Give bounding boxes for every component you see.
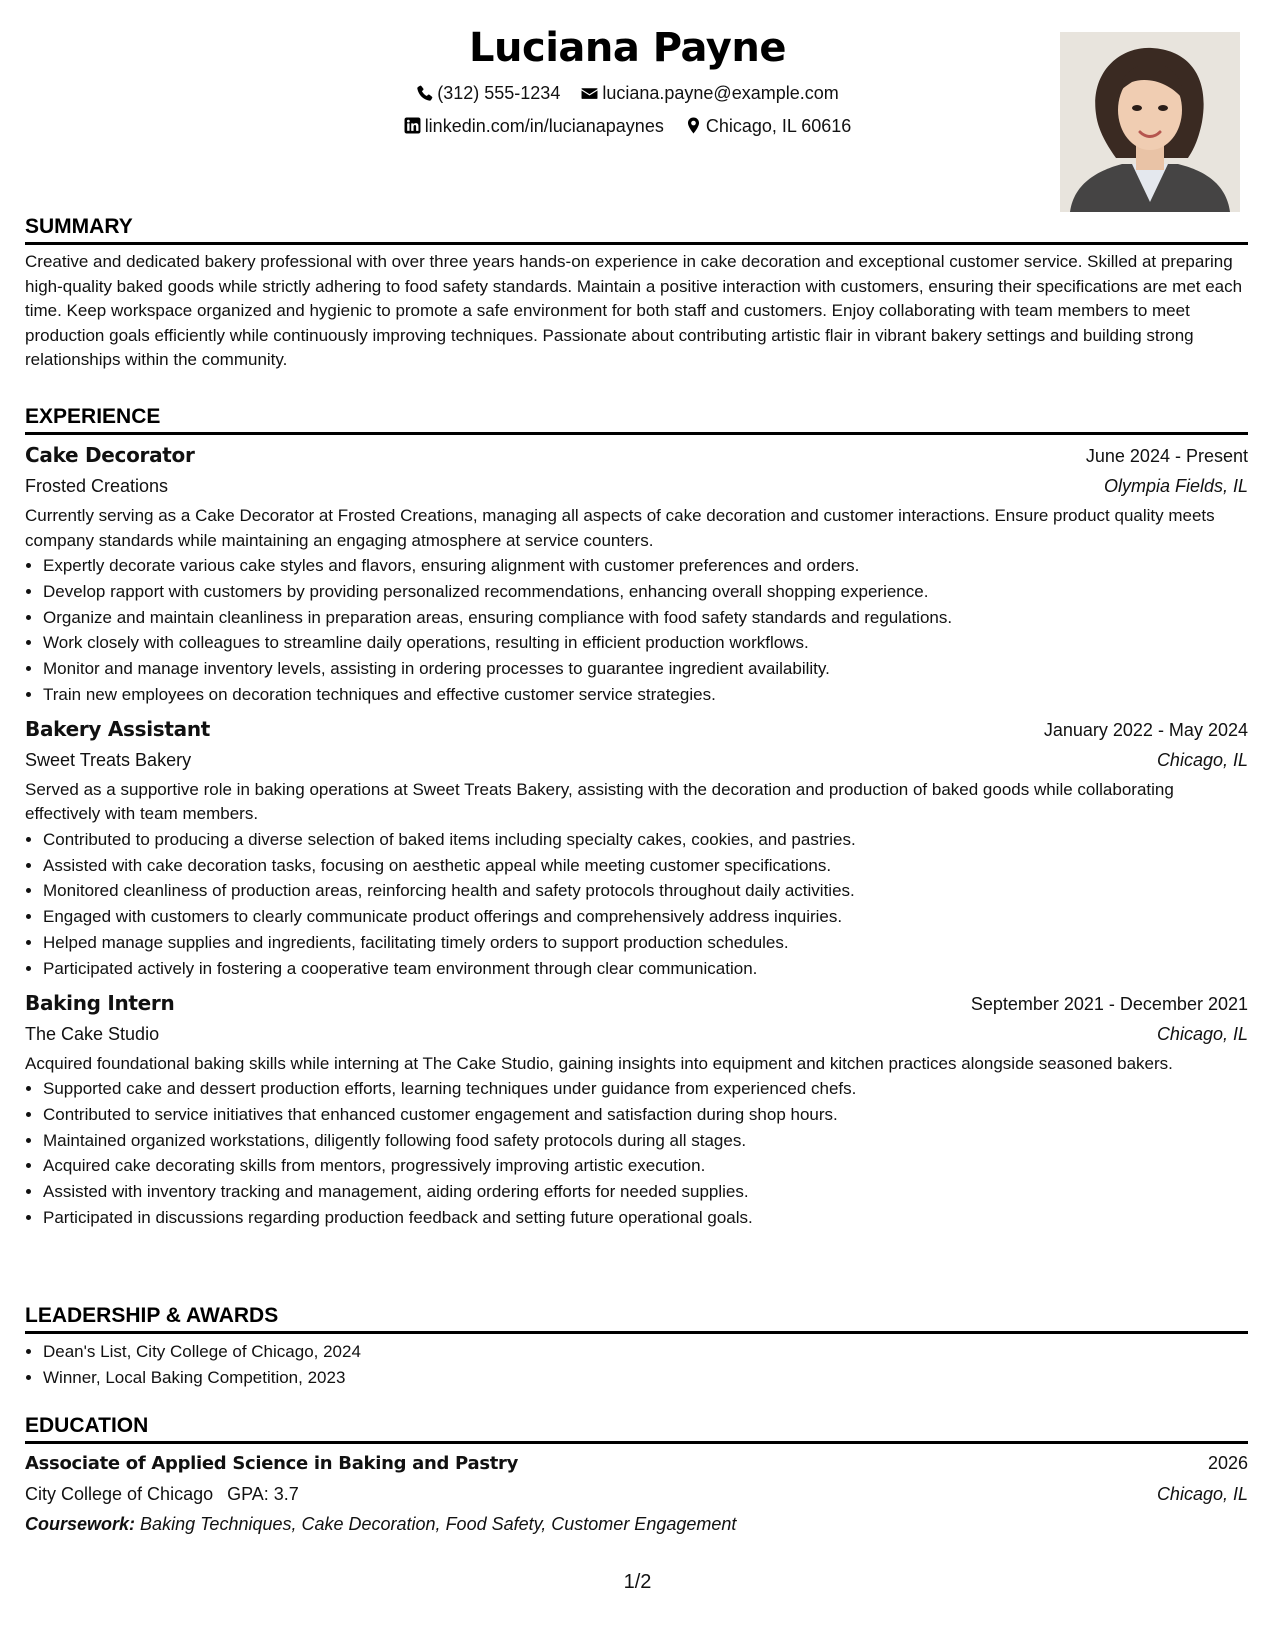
linkedin-contact[interactable] bbox=[404, 111, 664, 141]
list-item: • Train new employees on decoration techniques and effective customer service strategies. bbox=[43, 682, 1248, 708]
job-bullets bbox=[25, 827, 1248, 982]
degree-title: Associate of Applied Science in Baking and Pastry bbox=[25, 1453, 519, 1474]
leadership-section bbox=[25, 1302, 1248, 1391]
job-company-row bbox=[25, 1019, 1248, 1049]
job-location: Chicago, IL bbox=[1156, 1023, 1248, 1044]
list-item: • Participated in discussions regarding production feedback and setting future operational goals. bbox=[43, 1205, 1248, 1231]
job-title: Cake Decorator bbox=[25, 443, 195, 467]
job-dates: January 2022 - May 2024 bbox=[1043, 719, 1248, 740]
school-location: Chicago, IL bbox=[1156, 1484, 1248, 1504]
list-item: • Assisted with cake decoration tasks, focusing on aesthetic appeal while meeting customer specifications. bbox=[43, 853, 1248, 879]
list-item: • Acquired cake decorating skills from mentors, progressively improving artistic execution. bbox=[43, 1153, 1248, 1179]
leadership-heading: LEADERSHIP & AWARDS bbox=[25, 1302, 1248, 1334]
summary-heading: SUMMARY bbox=[25, 213, 1248, 245]
map-pin-icon bbox=[685, 117, 702, 134]
list-item: • Assisted with inventory tracking and management, aiding ordering efforts for needed supplies. bbox=[43, 1179, 1248, 1205]
job-entry bbox=[25, 440, 1248, 708]
job-description: Currently serving as a Cake Decorator at Frosted Creations, managing all aspects of cake decoration and customer interactions. Ensure product quality meets company standards while maintaining an engaging atmosphere at service counters. bbox=[25, 506, 1215, 550]
list-item: • Monitor and manage inventory levels, assisting in ordering processes to guarantee ingredient availability. bbox=[43, 656, 1248, 682]
phone-icon bbox=[416, 85, 433, 102]
job-bullets bbox=[25, 1076, 1248, 1231]
list-item: • Supported cake and dessert production efforts, learning techniques under guidance from experienced chefs. bbox=[43, 1076, 1248, 1102]
job-company: Frosted Creations bbox=[25, 476, 169, 496]
envelope-icon bbox=[581, 85, 598, 102]
profile-photo bbox=[1060, 32, 1240, 212]
job-description: Served as a supportive role in baking operations at Sweet Treats Bakery, assisting with the decoration and production of baked goods while collaborating effectively with team members. bbox=[25, 779, 1174, 824]
awards-list bbox=[25, 1339, 1248, 1391]
email-text: luciana.payne@example.com bbox=[602, 83, 839, 103]
list-item: • Develop rapport with customers by providing personalized recommendations, enhancing overall shopping experience. bbox=[43, 579, 1248, 605]
job-title: Bakery Assistant bbox=[25, 716, 211, 741]
job-title-row bbox=[25, 714, 1248, 745]
education-heading: EDUCATION bbox=[25, 1412, 1248, 1444]
list-item: • Participated actively in fostering a cooperative team environment through clear communication. bbox=[43, 956, 1248, 982]
summary-section bbox=[25, 213, 1248, 373]
linkedin-icon bbox=[404, 117, 421, 134]
graduation-year: 2026 bbox=[1207, 1453, 1248, 1473]
page-number: 1/2 bbox=[623, 1571, 652, 1593]
coursework-list: Baking Techniques, Cake Decoration, Food Safety, Customer Engagement bbox=[140, 1514, 737, 1534]
job-bullets bbox=[25, 553, 1248, 708]
job-company: The Cake Studio bbox=[25, 1023, 160, 1044]
job-company: Sweet Treats Bakery bbox=[25, 749, 192, 770]
job-title: Baking Intern bbox=[25, 990, 175, 1015]
phone-text: (312) 555-1234 bbox=[437, 83, 561, 103]
candidate-name: Luciana Payne bbox=[469, 25, 786, 71]
list-item: • Engaged with customers to clearly communicate product offerings and comprehensively address inquiries. bbox=[43, 904, 1248, 930]
job-company-row bbox=[25, 745, 1248, 775]
degree-row bbox=[25, 1448, 1248, 1479]
job-dates: September 2021 - December 2021 bbox=[970, 993, 1248, 1014]
job-company-row bbox=[25, 471, 1248, 501]
education-section bbox=[25, 1412, 1248, 1539]
list-item: • Organize and maintain cleanliness in preparation areas, ensuring compliance with food safety standards and regulations. bbox=[43, 605, 1248, 631]
gpa: GPA: 3.7 bbox=[227, 1484, 299, 1504]
job-entry bbox=[25, 988, 1248, 1231]
job-title-row bbox=[25, 988, 1248, 1019]
experience-section bbox=[25, 403, 1248, 1231]
summary-text: Creative and dedicated bakery professional with over three years hands-on experience in cake decoration and exceptional customer service. Skilled at preparing high-quality baked goods while strictly adhering to food safety standards. Maintain a positive interaction with customers, ensuring their specifications are met each time. Keep workspace organized and hygienic to promote a safe environment for both staff and customers. Enjoy collaborating with team members to meet production goals efficiently while continuously improving techniques. Passionate about contributing artistic flair in vibrant bakery settings and building strong relationships within the community. bbox=[25, 252, 1243, 369]
job-entry bbox=[25, 714, 1248, 982]
coursework-line bbox=[25, 1509, 1248, 1539]
email-contact[interactable] bbox=[581, 78, 838, 108]
list-item: • Maintained organized workstations, diligently following food safety protocols during all stages. bbox=[43, 1128, 1248, 1154]
school-row bbox=[25, 1479, 1248, 1509]
job-description: Acquired foundational baking skills while interning at The Cake Studio, gaining insights into equipment and kitchen practices alongside seasoned bakers. bbox=[25, 1053, 1173, 1073]
list-item: • Work closely with colleagues to streamline daily operations, resulting in efficient production workflows. bbox=[43, 630, 1248, 656]
job-location: Olympia Fields, IL bbox=[1103, 476, 1248, 496]
list-item: • Contributed to service initiatives that enhanced customer engagement and satisfaction during shop hours. bbox=[43, 1102, 1248, 1128]
school-info bbox=[25, 1479, 299, 1509]
school-name: City College of Chicago bbox=[25, 1484, 214, 1504]
job-location: Chicago, IL bbox=[1156, 749, 1248, 770]
list-item: • Monitored cleanliness of production areas, reinforcing health and safety protocols throughout daily activities. bbox=[43, 878, 1248, 904]
list-item: • Helped manage supplies and ingredients, facilitating timely orders to support production schedules. bbox=[43, 930, 1248, 956]
location-text: Chicago, IL 60616 bbox=[705, 115, 852, 136]
experience-heading: EXPERIENCE bbox=[25, 403, 1248, 435]
list-item: • Winner, Local Baking Competition, 2023 bbox=[43, 1365, 1248, 1391]
location-contact bbox=[685, 111, 851, 141]
coursework-label: Coursework: bbox=[25, 1514, 136, 1534]
list-item: • Dean's List, City College of Chicago, 2024 bbox=[43, 1339, 1248, 1365]
list-item: • Expertly decorate various cake styles and flavors, ensuring alignment with customer preferences and orders. bbox=[43, 553, 1248, 579]
phone-contact bbox=[416, 78, 560, 108]
job-title-row bbox=[25, 440, 1248, 471]
list-item: • Contributed to producing a diverse selection of baked items including specialty cakes, cookies, and pastries. bbox=[43, 827, 1248, 853]
portrait-illustration bbox=[1060, 32, 1240, 212]
job-dates: June 2024 - Present bbox=[1085, 446, 1248, 466]
linkedin-text: linkedin.com/in/lucianapaynes bbox=[424, 115, 664, 136]
